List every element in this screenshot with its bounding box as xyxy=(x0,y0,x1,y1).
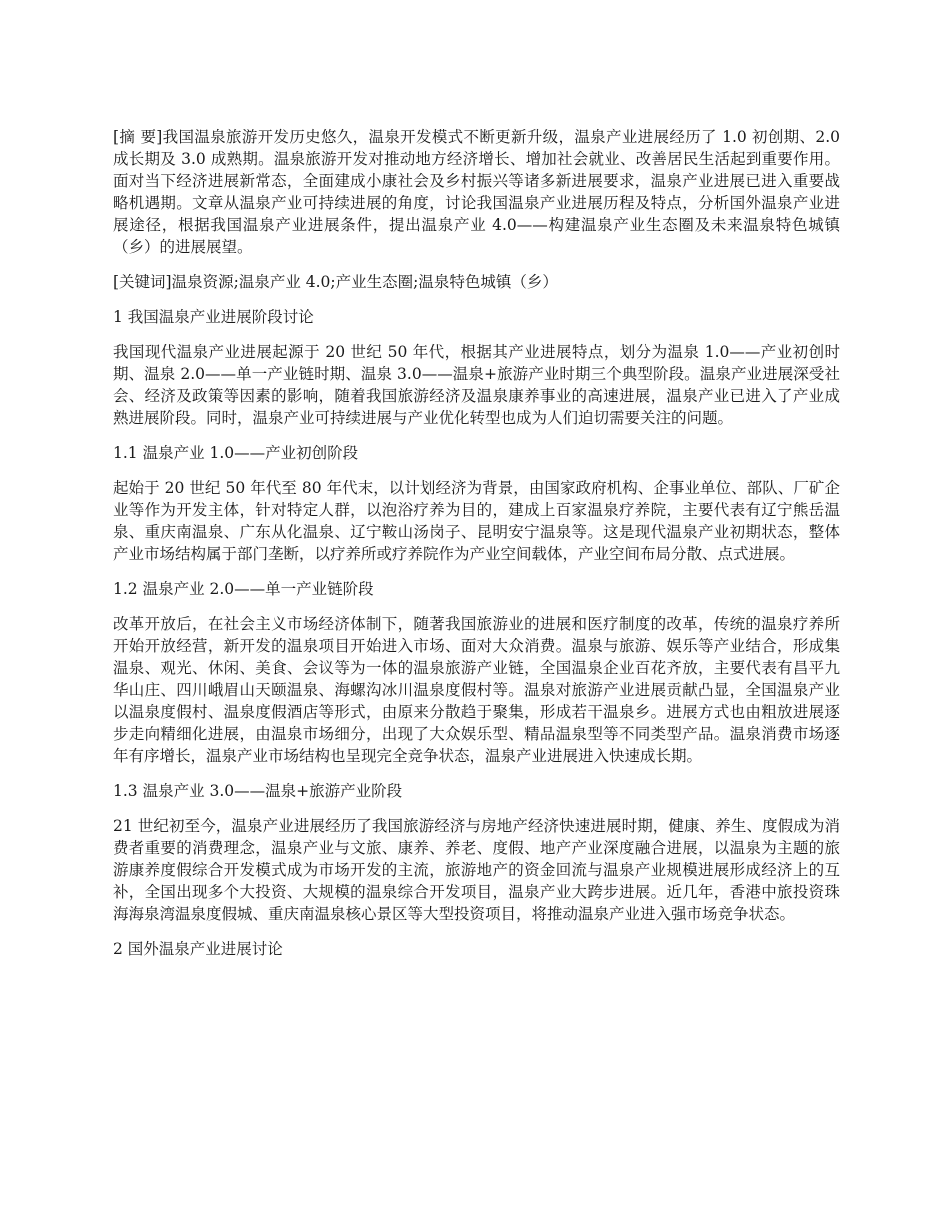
section-2-heading: 2 国外温泉产业进展讨论 xyxy=(113,940,283,958)
section-1-1-paragraph: 起始于 20 世纪 50 年代至 80 年代末，以计划经济为背景，由国家政府机构、企事业单位、部队、厂矿企业等作为开发主体，针对特定人群，以泡浴疗养为目的，建成上百家温泉疗养院，主要代表有辽宁熊岳温泉、重庆南温泉、广东从化温泉、辽宁鞍山汤岗子、昆明安宁温泉等。这是现代温泉产业初期状态，整体产业市场结构属于部门垄断，以疗养所或疗养院作为产业空间载体，产业空间布局分散、点式进展。 xyxy=(113,479,840,563)
section-1-paragraph: 我国现代温泉产业进展起源于 20 世纪 50 年代，根据其产业进展特点，划分为温泉 1.0——产业初创时期、温泉 2.0——单一产业链时期、温泉 3.0——温泉+旅游产业时期三个典型阶段。温泉产业进展深受社会、经济及政策等因素的影响，随着我国旅游经济及温泉康养事业的高速进展，温泉产业已进入了产业成熟进展阶段。同时，温泉产业可持续进展与产业优化转型也成为人们迫切需要关注的问题。 xyxy=(113,343,840,427)
section-1-2-heading: 1.2 温泉产业 2.0——单一产业链阶段 xyxy=(113,580,374,598)
section-1-heading: 1 我国温泉产业进展阶段讨论 xyxy=(113,308,314,326)
section-1-3-heading: 1.3 温泉产业 3.0——温泉+旅游产业阶段 xyxy=(113,782,403,800)
keywords-paragraph: [关键词]温泉资源;温泉产业 4.0;产业生态圈;温泉特色城镇（乡） xyxy=(113,273,558,291)
section-1-1-heading: 1.1 温泉产业 1.0——产业初创阶段 xyxy=(113,444,359,462)
section-1-3-paragraph: 21 世纪初至今，温泉产业进展经历了我国旅游经济与房地产经济快速进展时期，健康、养生、度假成为消费者重要的消费理念，温泉产业与文旅、康养、养老、度假、地产产业深度融合进展，以温泉为主题的旅游康养度假综合开发模式成为市场开发的主流，旅游地产的资金回流与温泉产业规模进展形成经济上的互补，全国出现多个大投资、大规模的温泉综合开发项目，温泉产业大跨步进展。近几年，香港中旅投资珠海海泉湾温泉度假城、重庆南温泉核心景区等大型投资项目，将推动温泉产业进入强市场竞争状态。 xyxy=(113,817,840,923)
document-page xyxy=(113,126,840,973)
abstract-paragraph: [摘 要]我国温泉旅游开发历史悠久，温泉开发模式不断更新升级，温泉产业进展经历了 1.0 初创期、2.0 成长期及 3.0 成熟期。温泉旅游开发对推动地方经济增长、增加社会就业、改善居民生活起到重要作用。面对当下经济进展新常态，全面建成小康社会及乡村振兴等诸多新进展要求，温泉产业进展已进入重要战略机遇期。文章从温泉产业可持续进展的角度，讨论我国温泉产业进展历程及特点，分析国外温泉产业进展途径，根据我国温泉产业进展条件，提出温泉产业 4.0——构建温泉产业生态圈及未来温泉特色城镇（乡）的进展展望。 xyxy=(113,128,840,256)
section-1-2-paragraph: 改革开放后，在社会主义市场经济体制下，随著我国旅游业的进展和医疗制度的改革，传统的温泉疗养所开始开放经营，新开发的温泉项目开始进入市场、面对大众消费。温泉与旅游、娱乐等产业结合，形成集温泉、观光、休闲、美食、会议等为一体的温泉旅游产业链，全国温泉企业百花齐放，主要代表有昌平九华山庄、四川峨眉山天颐温泉、海螺沟冰川温泉度假村等。温泉对旅游产业进展贡献凸显，全国温泉产业以温泉度假村、温泉度假酒店等形式，由原来分散趋于聚集，形成若干温泉乡。进展方式也由粗放进展逐步走向精细化进展，由温泉市场细分，出现了大众娱乐型、精品温泉型等不同类型产品。温泉消费市场逐年有序增长，温泉产业市场结构也呈现完全竞争状态，温泉产业进展进入快速成长期。 xyxy=(113,615,840,765)
